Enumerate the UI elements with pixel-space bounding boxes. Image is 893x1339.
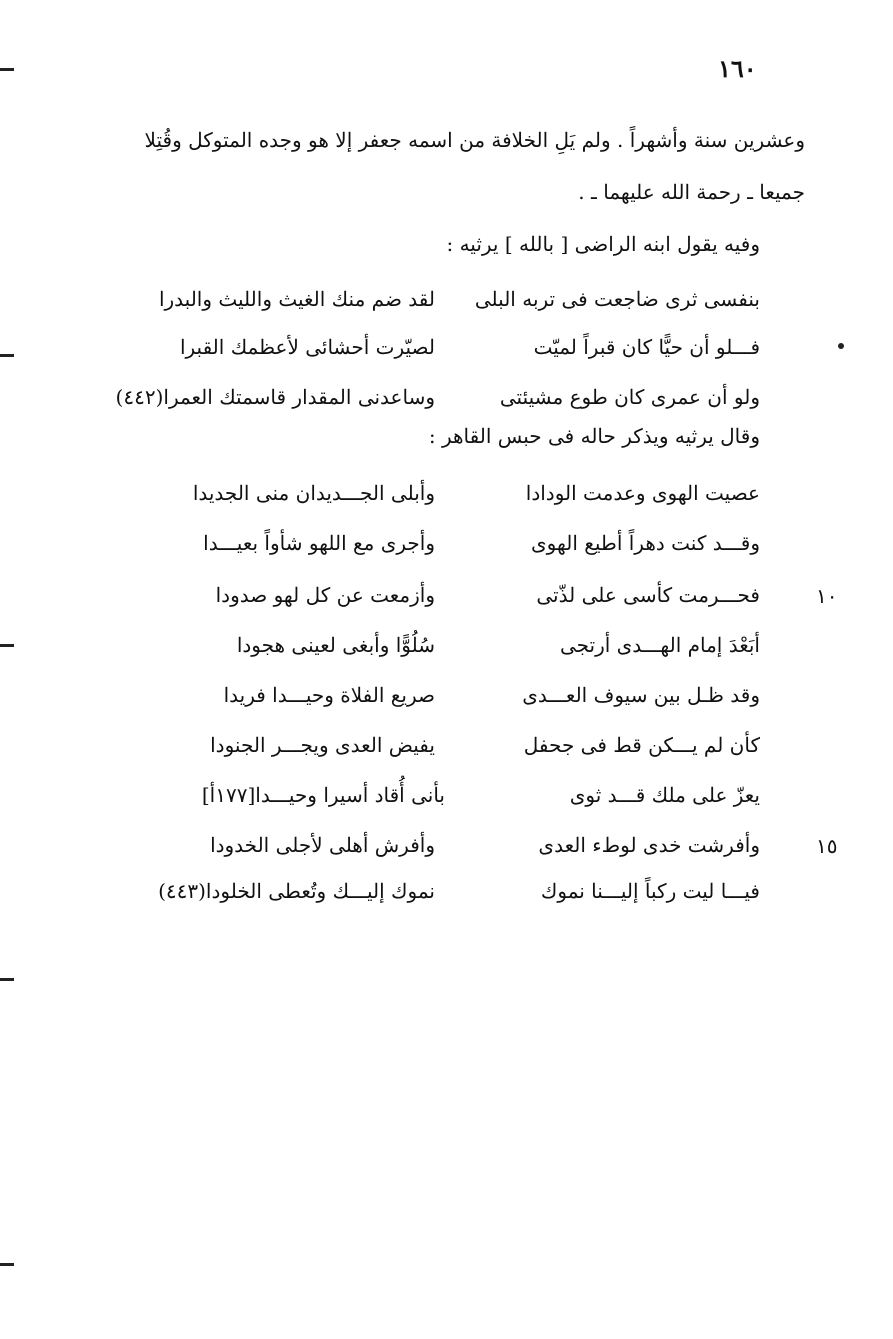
page-number: ١٦٠ [718, 54, 757, 83]
margin-dot [838, 343, 844, 349]
left-edge-mark [0, 1263, 14, 1266]
poem-heading: وقال يرثيه ويذكر حاله فى حبس القاهر : [428, 424, 760, 448]
verse-first-hemistich: وأفرشت خدى لوطء العدى [538, 833, 760, 857]
verse-first-hemistich: عصيت الهوى وعدمت الودادا [525, 481, 760, 505]
verse-line [115, 472, 760, 514]
left-edge-mark [0, 644, 14, 647]
verse-second-hemistich: لصيّرت أحشائى لأعظمك القبرا [179, 335, 435, 359]
verse-line [115, 574, 760, 616]
verse-second-hemistich: نموك إليـــك وتُعطى الخلودا(٤٤٣) [158, 879, 435, 903]
verse-first-hemistich: ولو أن عمرى كان طوع مشيئتى [499, 385, 760, 409]
verse-first-hemistich: كأن لم يـــكن قط فى جحفل [523, 733, 760, 757]
verse-second-hemistich: وأبلى الجـــديدان منى الجديدا [192, 481, 435, 505]
prose-line: جميعا ـ رحمة الله عليهما ـ . [578, 180, 805, 204]
verse-second-hemistich: سُلُوًّا وأبغى لعينى هجودا [236, 633, 435, 657]
verse-line [115, 774, 760, 816]
poem-heading: وفيه يقول ابنه الراضى [ بالله ] يرثيه : [446, 232, 760, 256]
prose-line: وعشرين سنة وأشهراً . ولم يَلِ الخلافة من اسمه جعفر إلا هو وجده المتوكل وقُتِلا [144, 128, 805, 152]
verse-first-hemistich: وقد ظـل بين سيوف العـــدى [522, 683, 760, 707]
verse-first-hemistich: فحـــرمت كأسى على لذّتى [536, 583, 760, 607]
verse-second-hemistich: وأزمعت عن كل لهو صدودا [215, 583, 435, 607]
margin-line-number: ١٠ [816, 584, 838, 608]
verse-first-hemistich: فيـــا ليت ركباً إليـــنا نموك [540, 879, 760, 903]
verse-first-hemistich: أبَعْدَ إمام الهـــدى أرتجى [559, 633, 760, 657]
verse-first-hemistich: بنفسى ثرى ضاجعت فى تربه البلى [474, 287, 760, 311]
verse-line [115, 522, 760, 564]
verse-first-hemistich: فـــلو أن حيًّا كان قبراً لميّت [533, 335, 760, 359]
verse-line [115, 624, 760, 666]
verse-line [115, 278, 760, 320]
verse-second-hemistich: يفيض العدى ويجـــر الجنودا [210, 733, 435, 757]
verse-line [115, 724, 760, 766]
verse-line [115, 870, 760, 912]
verse-line [115, 674, 760, 716]
verse-second-hemistich: وأجرى مع اللهو شأواً بعيـــدا [203, 531, 435, 555]
verse-second-hemistich: وساعدنى المقدار قاسمتك العمرا(٤٤٢) [115, 385, 435, 409]
left-edge-mark [0, 978, 14, 981]
verse-second-hemistich: صريع الفلاة وحيـــدا فريدا [223, 683, 435, 707]
verse-second-hemistich: لقد ضم منك الغيث والليث والبدرا [158, 287, 435, 311]
verse-first-hemistich: يعزّ على ملك قـــد ثوى [569, 783, 760, 807]
verse-line [115, 824, 760, 866]
left-edge-mark [0, 354, 14, 357]
verse-line [115, 376, 760, 418]
margin-line-number: ١٥ [816, 834, 838, 858]
verse-line [115, 326, 760, 368]
verse-second-hemistich: بأنى أُقاد أسيرا وحيـــدا[١٧٧أ] [201, 783, 445, 807]
verse-second-hemistich: وأفرش أهلى لأجلى الخدودا [210, 833, 435, 857]
left-edge-mark [0, 68, 14, 71]
verse-first-hemistich: وقـــد كنت دهراً أطيع الهوى [531, 531, 760, 555]
